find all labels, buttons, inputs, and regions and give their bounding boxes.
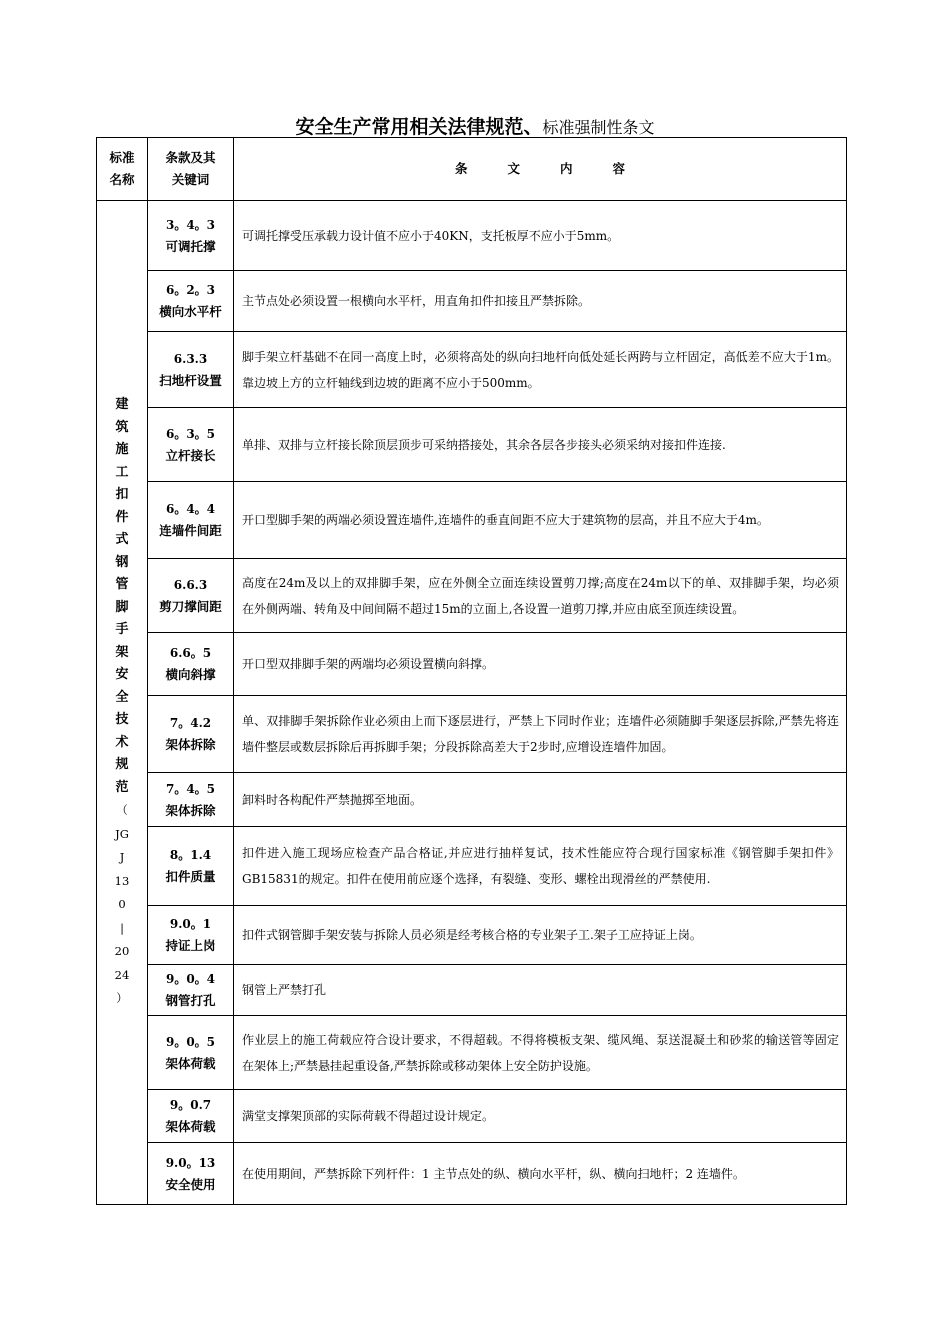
clause-number: 9。0。4 xyxy=(165,972,216,986)
standard-code-part: JGJ xyxy=(115,826,129,865)
clause-keyword: 架体拆除 xyxy=(165,802,216,818)
clause-cell xyxy=(148,271,234,332)
header-clause: 条款及其 关键词 xyxy=(148,138,234,201)
clause-keyword: 横向水平杆 xyxy=(159,304,222,319)
clause-number: 3。4。3 xyxy=(165,217,216,232)
table-header-row xyxy=(97,138,847,201)
title-main: 安全生产常用相关法律规范、 xyxy=(295,116,543,138)
clause-content: 高度在24m及以上的双排脚手架，应在外侧全立面连续设置剪刀撑;高度在24m以下的单、双排脚手架，均必须在外侧两端、转角及中间间隔不超过15m的立面上,各设置一道剪刀撑,并应由底至顶连续设置。 xyxy=(234,559,847,633)
table-row xyxy=(97,332,847,408)
standard-code-part: 130 xyxy=(114,873,130,912)
clause-cell xyxy=(148,559,234,633)
clause-number: 9.0。1 xyxy=(169,917,212,931)
standard-name-cell xyxy=(97,201,148,1205)
clause-cell xyxy=(148,965,234,1016)
clause-content: 在使用期间，严禁拆除下列杆件：1 主节点处的纵、横向水平杆，纵、横向扫地杆；2 连墙件。 xyxy=(234,1143,847,1205)
table-row xyxy=(97,696,847,773)
table-row xyxy=(97,1016,847,1090)
clause-keyword: 扣件质量 xyxy=(165,869,216,884)
clause-number: 7。4。5 xyxy=(165,781,216,796)
clause-cell xyxy=(148,696,234,773)
clause-cell xyxy=(148,332,234,408)
clause-number: 6.3.3 xyxy=(173,351,208,366)
clause-number: 6。2。3 xyxy=(165,283,216,297)
clause-content: 单、双排脚手架拆除作业必须由上而下逐层进行，严禁上下同时作业；连墙件必须随脚手架逐层拆除,严禁先将连墙件整层或数层拆除后再拆脚手架；分段拆除高差大于2步时,应增设连墙件加固。 xyxy=(234,696,847,773)
clause-content: 满堂支撑架顶部的实际荷载不得超过设计规定。 xyxy=(234,1090,847,1143)
clause-cell xyxy=(148,1143,234,1205)
clause-keyword: 架体荷载 xyxy=(165,1119,216,1134)
clause-number: 6.6。5 xyxy=(169,646,212,660)
document-title xyxy=(0,112,950,139)
clause-keyword: 扫地杆设置 xyxy=(159,372,222,388)
clause-cell xyxy=(148,482,234,559)
clause-keyword: 立杆接长 xyxy=(165,447,216,463)
clause-number: 7。4.2 xyxy=(169,716,212,730)
table-row xyxy=(97,271,847,332)
clause-content: 作业层上的施工荷载应符合设计要求，不得超载。不得将模板支架、缆风绳、泵送混凝土和砂浆的输送管等固定在架体上;严禁悬挂起重设备,严禁拆除或移动架体上安全防护设施。 xyxy=(234,1016,847,1090)
header-content: 条文内容 xyxy=(234,138,847,201)
clause-keyword: 持证上岗 xyxy=(165,938,216,953)
clause-cell xyxy=(148,201,234,271)
clause-number: 6.6.3 xyxy=(173,577,208,592)
standard-code-part: | xyxy=(120,920,124,935)
clause-keyword: 架体拆除 xyxy=(165,737,216,752)
clause-number: 6。3。5 xyxy=(165,426,216,441)
clause-content: 扣件进入施工现场应检查产品合格证,并应进行抽样复试，技术性能应符合现行国家标准《钢管脚手架扣件》GB15831的规定。扣件在使用前应逐个选择，有裂缝、变形、螺栓出现滑丝的严禁使用. xyxy=(234,827,847,906)
table-row xyxy=(97,408,847,482)
standard-name: 建筑施工扣件式钢管脚手架安全技术规范 xyxy=(115,397,129,795)
clause-cell xyxy=(148,1090,234,1143)
clause-number: 9.0。13 xyxy=(165,1155,216,1170)
header-standard: 标准 名称 xyxy=(97,138,148,201)
table-row xyxy=(97,559,847,633)
clause-content: 扣件式钢管脚手架安装与拆除人员必须是经考核合格的专业架子工.架子工应持证上岗。 xyxy=(234,906,847,965)
clause-content: 开口型双排脚手架的两端均必须设置横向斜撑。 xyxy=(234,633,847,696)
clause-keyword: 剪刀撑间距 xyxy=(159,598,222,614)
clause-keyword: 可调托撑 xyxy=(165,238,216,254)
clause-cell xyxy=(148,408,234,482)
clause-content: 脚手架立杆基础不在同一高度上时，必须将高处的纵向扫地杆向低处延长两跨与立杆固定，高低差不应大于1m。靠边坡上方的立杆轴线到边坡的距离不应小于500mm。 xyxy=(234,332,847,408)
table-row xyxy=(97,906,847,965)
clause-number: 9。0。5 xyxy=(165,1034,216,1049)
table-row xyxy=(97,827,847,906)
clause-keyword: 安全使用 xyxy=(165,1176,216,1192)
clause-keyword: 连墙件间距 xyxy=(159,523,222,538)
standard-code-part: ） xyxy=(116,991,128,1006)
clause-content: 单排、双排与立杆接长除顶层顶步可采纳搭接处，其余各层各步接头必须采纳对接扣件连接. xyxy=(234,408,847,482)
table-row xyxy=(97,773,847,827)
title-sub: 标准强制性条文 xyxy=(542,118,655,137)
table-row xyxy=(97,1143,847,1205)
clause-keyword: 架体荷载 xyxy=(165,1055,216,1071)
table-row xyxy=(97,201,847,271)
clause-cell xyxy=(148,906,234,965)
clause-content: 钢管上严禁打孔 xyxy=(234,965,847,1016)
clause-keyword: 钢管打孔 xyxy=(165,993,216,1008)
table-row xyxy=(97,965,847,1016)
clause-cell xyxy=(148,633,234,696)
table-row xyxy=(97,482,847,559)
clause-content: 开口型脚手架的两端必须设置连墙件,连墙件的垂直间距不应大于建筑物的层高，并且不应大于4m。 xyxy=(234,482,847,559)
clause-content: 主节点处必须设置一根横向水平杆，用直角扣件扣接且严禁拆除。 xyxy=(234,271,847,332)
clause-content: 可调托撑受压承载力设计值不应小于40KN，支托板厚不应小于5mm。 xyxy=(234,201,847,271)
clause-content: 卸料时各构配件严禁抛掷至地面。 xyxy=(234,773,847,827)
clause-cell xyxy=(148,827,234,906)
regulation-table xyxy=(96,137,847,1205)
clause-cell xyxy=(148,1016,234,1090)
clause-number: 6。4。4 xyxy=(165,502,216,516)
table-row xyxy=(97,1090,847,1143)
standard-code-part: 2024 xyxy=(114,944,130,982)
table-row xyxy=(97,633,847,696)
clause-keyword: 横向斜撑 xyxy=(165,667,216,682)
clause-number: 9。0.7 xyxy=(169,1098,212,1112)
clause-cell xyxy=(148,773,234,827)
clause-number: 8。1.4 xyxy=(169,848,212,862)
standard-code-part: （ xyxy=(116,803,128,818)
